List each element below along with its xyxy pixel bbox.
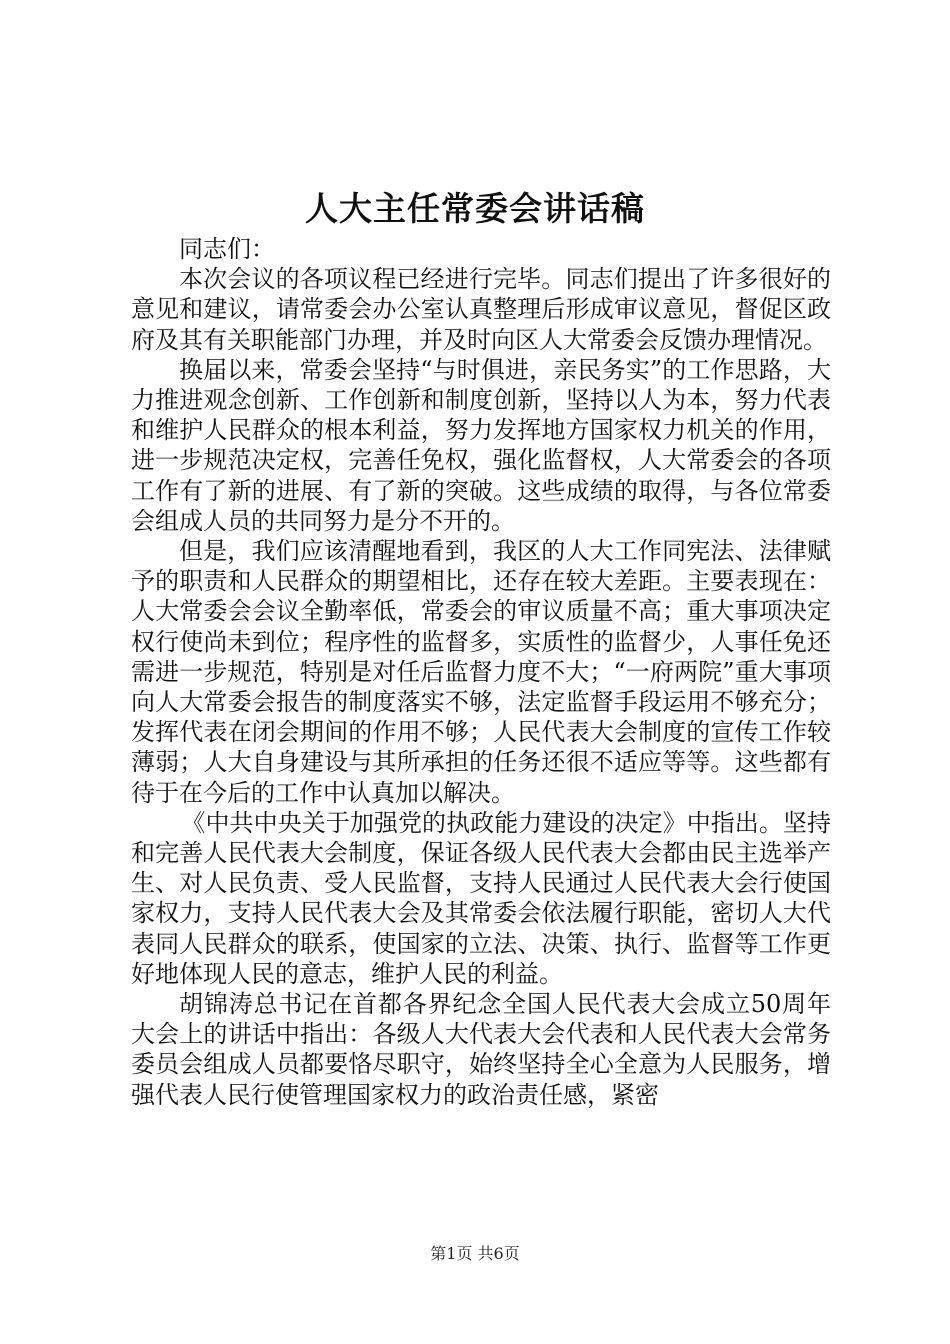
paragraph-3: 但是，我们应该清醒地看到，我区的人大工作同宪法、法律赋予的职责和人民群众的期望相比，还存在较大差距。主要表现在：人大常委会会议全勤率低，常委会的审议质量不高；重大事项决定权行使尚未到位；程序性的监督多，实质性的监督少，人事任免还需进一步规范，特别是对任后监督力度不大；“一府两院”重大事项向人大常委会报告的制度落实不够，法定监督手段运用不够充分；发挥代表在闭会期间的作用不够；人民代表大会制度的宣传工作较薄弱；人大自身建设与其所承担的任务还很不适应等等。这些都有待于在今后的工作中认真加以解决。	[131, 537, 831, 807]
document-title: 人大主任常委会讲话稿	[305, 189, 645, 228]
paragraph-2: 换届以来，常委会坚持“与时俱进，亲民务实”的工作思路，大力推进观念创新、工作创新和制度创新，坚持以人为本，努力代表和维护人民群众的根本利益，努力发挥地方国家权力机关的作用，进一步规范决定权，完善任免权，强化监督权，人大常委会的各项工作有了新的进展、有了新的突破。这些成绩的取得，与各位常委会组成人员的共同努力是分不开的。	[131, 355, 831, 535]
document-body	[131, 234, 831, 1110]
page-number-label: 第1页 共6页	[430, 1244, 520, 1263]
paragraph-4: 《中共中央关于加强党的执政能力建设的决定》中指出。坚持和完善人民代表大会制度，保证各级人民代表大会都由民主选举产生、对人民负责、受人民监督，支持人民通过人民代表大会行使国家权力，支持人民代表大会及其常委会依法履行职能，密切人大代表同人民群众的联系，使国家的立法、决策、执行、监督等工作更好地体现人民的意志，维护人民的利益。	[131, 808, 831, 988]
paragraph-5: 胡锦涛总书记在首都各界纪念全国人民代表大会成立50周年大会上的讲话中指出：各级人大代表大会代表和人民代表大会常务委员会组成人员都要恪尽职守，始终坚持全心全意为人民服务，增强代表人民行使管理国家权力的政治责任感，紧密	[131, 990, 831, 1109]
paragraph-1: 本次会议的各项议程已经进行完毕。同志们提出了许多很好的意见和建议，请常委会办公室认真整理后形成审议意见，督促区政府及其有关职能部门办理，并及时向区人大常委会反馈办理情况。	[131, 265, 831, 354]
salutation: 同志们：	[179, 235, 275, 263]
page-footer	[0, 1242, 950, 1266]
